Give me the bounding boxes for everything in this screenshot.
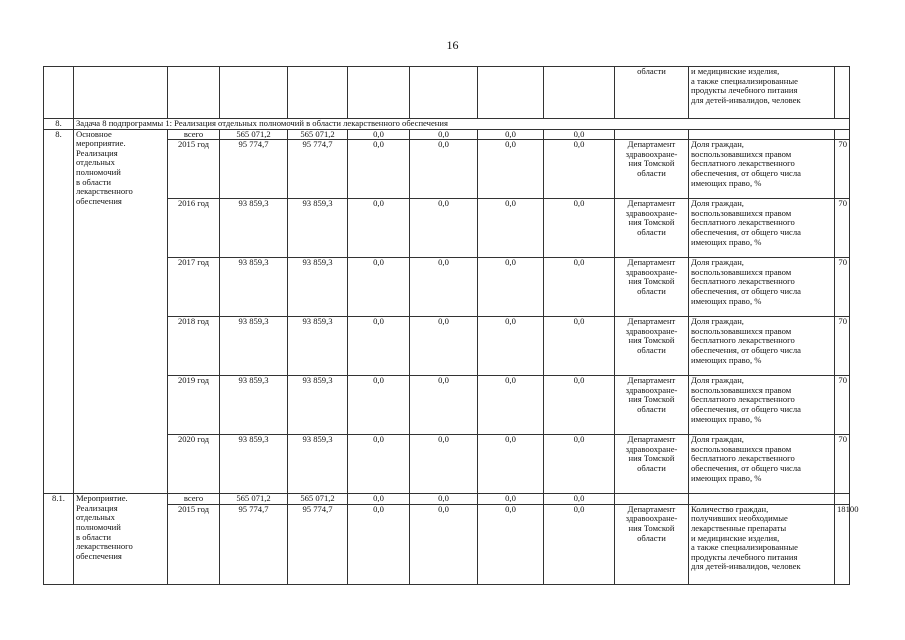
- amount-cell: 0,0: [544, 140, 615, 199]
- indicator-cell: Доля граждан, воспользовавшихся правом бесплатного лекарственного обеспечения, от общего числа имеющих право, %: [689, 435, 835, 494]
- amount-cell: 0,0: [348, 494, 410, 505]
- amount-cell: 565 071,2: [220, 494, 288, 505]
- value-cell: 70: [835, 376, 850, 435]
- amount-cell: 0,0: [348, 199, 410, 258]
- amount-cell: 0,0: [478, 129, 544, 140]
- amount-cell: 0,0: [544, 494, 615, 505]
- dept-cell: [615, 494, 689, 505]
- value-cell: 70: [835, 317, 850, 376]
- amount-cell: 0,0: [410, 199, 478, 258]
- amount-cell: 0,0: [478, 140, 544, 199]
- amount-cell: 0,0: [544, 504, 615, 584]
- dept-cell: Департамент здравоохране- ния Томской области: [615, 435, 689, 494]
- amount-cell: 0,0: [544, 129, 615, 140]
- dept-cell: Департамент здравоохране- ния Томской области: [615, 504, 689, 584]
- period-label: всего: [168, 494, 220, 505]
- amount-cell: 0,0: [410, 504, 478, 584]
- indicator-cell: Доля граждан, воспользовавшихся правом бесплатного лекарственного обеспечения, от общего числа имеющих право, %: [689, 258, 835, 317]
- row-number: 8.: [44, 129, 74, 494]
- amount-cell: 0,0: [544, 376, 615, 435]
- period-label: 2016 год: [168, 199, 220, 258]
- amount-cell: 0,0: [478, 504, 544, 584]
- page-number: 16: [446, 38, 459, 52]
- amount-cell: 0,0: [348, 376, 410, 435]
- amount-cell: 93 859,3: [288, 376, 348, 435]
- indicator-cell: [689, 494, 835, 505]
- amount-cell: 93 859,3: [220, 258, 288, 317]
- continuation-row: [44, 67, 850, 119]
- value-cell: 70: [835, 258, 850, 317]
- period-label: 2015 год: [168, 140, 220, 199]
- indicator-cell: и медицинские изделия, а также специализированные продукты лечебного питания для детей-инвалидов, человек: [689, 67, 835, 119]
- period-label: 2020 год: [168, 435, 220, 494]
- amount-cell: 0,0: [478, 199, 544, 258]
- amount-cell: 0,0: [348, 140, 410, 199]
- amount-cell: 93 859,3: [288, 317, 348, 376]
- amount-cell: 95 774,7: [220, 504, 288, 584]
- indicator-cell: Доля граждан, воспользовавшихся правом бесплатного лекарственного обеспечения, от общего числа имеющих право, %: [689, 376, 835, 435]
- amount-cell: 0,0: [544, 317, 615, 376]
- dept-cell: Департамент здравоохране- ния Томской области: [615, 258, 689, 317]
- period-label: 2018 год: [168, 317, 220, 376]
- amount-cell: 93 859,3: [288, 199, 348, 258]
- amount-cell: 0,0: [410, 140, 478, 199]
- amount-cell: 0,0: [478, 494, 544, 505]
- program-table: [43, 66, 859, 585]
- task-number: 8.: [44, 119, 74, 130]
- amount-cell: 0,0: [478, 317, 544, 376]
- amount-cell: 0,0: [348, 129, 410, 140]
- amount-cell: 0,0: [544, 435, 615, 494]
- dept-cell: Департамент здравоохране- ния Томской области: [615, 140, 689, 199]
- amount-cell: 0,0: [410, 376, 478, 435]
- indicator-cell: Количество граждан, получивших необходимые лекарственные препараты и медицинские изделия, а также специализированные продукты лечебного питания для детей-инвалидов, человек: [689, 504, 835, 584]
- amount-cell: 0,0: [348, 435, 410, 494]
- amount-cell: 0,0: [410, 258, 478, 317]
- value-cell: [835, 129, 850, 140]
- dept-cell: Департамент здравоохране- ния Томской области: [615, 317, 689, 376]
- dept-cell: Департамент здравоохране- ния Томской области: [615, 199, 689, 258]
- amount-cell: 0,0: [410, 317, 478, 376]
- amount-cell: 95 774,7: [220, 140, 288, 199]
- amount-cell: 93 859,3: [220, 317, 288, 376]
- amount-cell: 93 859,3: [288, 435, 348, 494]
- period-label: всего: [168, 129, 220, 140]
- measure-name: Мероприятие. Реализация отдельных полномочий в области лекарственного обеспечения: [74, 494, 168, 585]
- indicator-cell: [689, 129, 835, 140]
- indicator-cell: Доля граждан, воспользовавшихся правом бесплатного лекарственного обеспечения, от общего числа имеющих право, %: [689, 199, 835, 258]
- value-cell: [835, 494, 850, 505]
- value-cell: 70: [835, 199, 850, 258]
- amount-cell: 0,0: [410, 494, 478, 505]
- amount-cell: 93 859,3: [220, 435, 288, 494]
- table-row: [44, 494, 850, 505]
- amount-cell: 95 774,7: [288, 140, 348, 199]
- value-cell: 70: [835, 140, 850, 199]
- amount-cell: 565 071,2: [288, 129, 348, 140]
- period-label: 2019 год: [168, 376, 220, 435]
- amount-cell: 0,0: [410, 129, 478, 140]
- amount-cell: 95 774,7: [288, 504, 348, 584]
- amount-cell: 0,0: [348, 317, 410, 376]
- measure-name: Основное мероприятие. Реализация отдельных полномочий в области лекарственного обеспечения: [74, 129, 168, 494]
- dept-cell: [615, 129, 689, 140]
- indicator-cell: Доля граждан, воспользовавшихся правом бесплатного лекарственного обеспечения, от общего числа имеющих право, %: [689, 317, 835, 376]
- table-row: [44, 129, 850, 140]
- amount-cell: 0,0: [348, 504, 410, 584]
- period-label: 2015 год: [168, 504, 220, 584]
- value-cell: 18100: [835, 504, 850, 584]
- amount-cell: 0,0: [348, 258, 410, 317]
- amount-cell: 0,0: [544, 258, 615, 317]
- amount-cell: 0,0: [478, 258, 544, 317]
- amount-cell: 0,0: [410, 435, 478, 494]
- amount-cell: 565 071,2: [220, 129, 288, 140]
- amount-cell: 0,0: [544, 199, 615, 258]
- value-cell: 70: [835, 435, 850, 494]
- amount-cell: 93 859,3: [288, 258, 348, 317]
- dept-cell: Департамент здравоохране- ния Томской области: [615, 376, 689, 435]
- amount-cell: 0,0: [478, 376, 544, 435]
- amount-cell: 565 071,2: [288, 494, 348, 505]
- amount-cell: 0,0: [478, 435, 544, 494]
- amount-cell: 93 859,3: [220, 376, 288, 435]
- dept-cell: области: [615, 67, 689, 119]
- row-number: 8.1.: [44, 494, 74, 585]
- task-title: Задача 8 подпрограммы 1: Реализация отдельных полномочий в области лекарственного обеспечения: [74, 119, 850, 130]
- task-row: [44, 119, 850, 130]
- period-label: 2017 год: [168, 258, 220, 317]
- amount-cell: 93 859,3: [220, 199, 288, 258]
- indicator-cell: Доля граждан, воспользовавшихся правом бесплатного лекарственного обеспечения, от общего числа имеющих право, %: [689, 140, 835, 199]
